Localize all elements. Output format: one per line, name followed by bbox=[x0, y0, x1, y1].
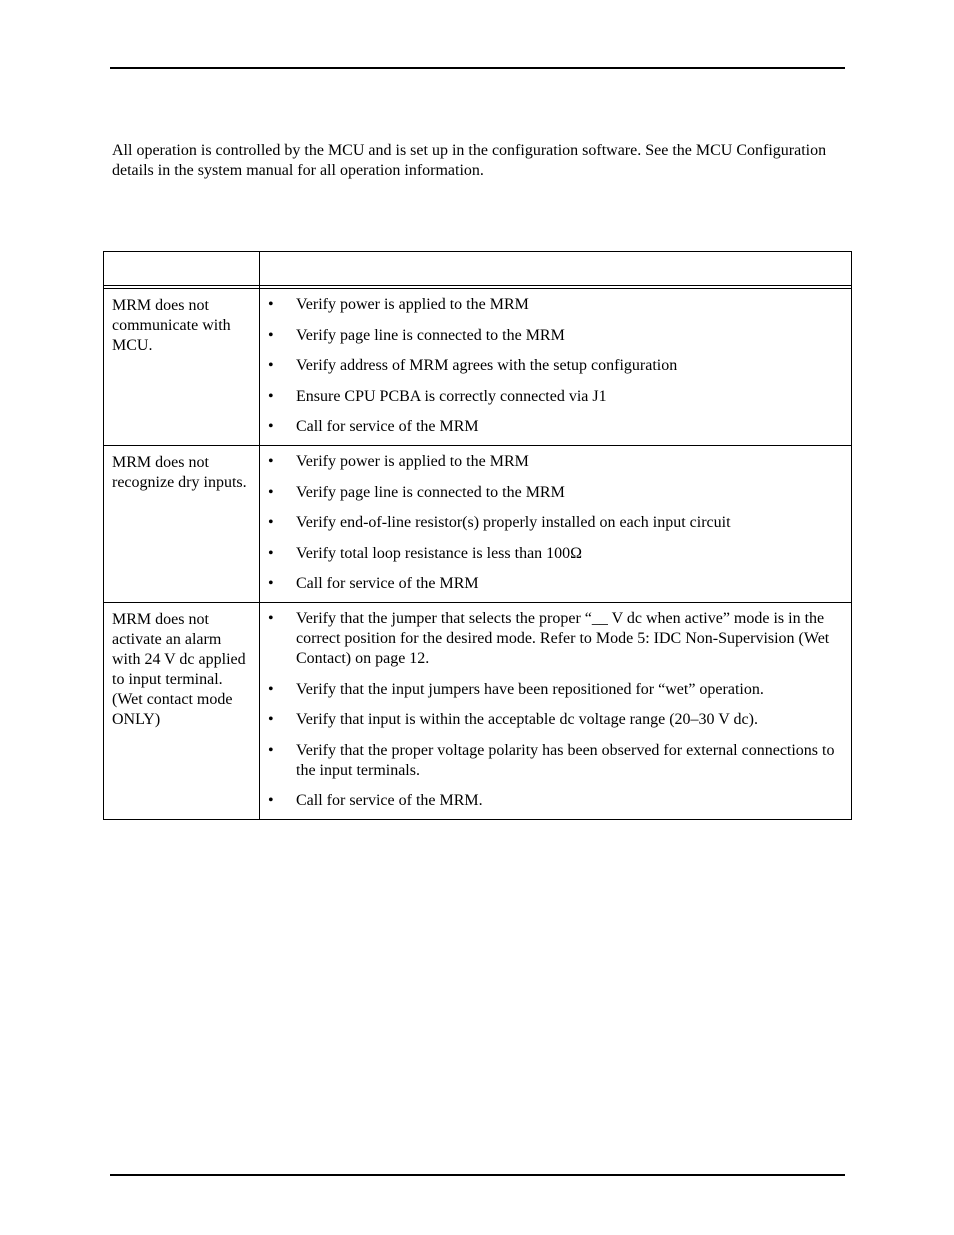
table-row bbox=[104, 603, 852, 820]
actions-list bbox=[260, 289, 851, 445]
action-text: Verify total loop resistance is less than 100Ω bbox=[296, 544, 583, 562]
bullet-icon: • bbox=[268, 711, 274, 728]
bullet-icon: • bbox=[268, 544, 274, 562]
list-item bbox=[268, 452, 843, 472]
action-text: Verify that input is within the acceptable dc voltage range (20–30 V dc). bbox=[296, 711, 758, 728]
symptom-text: MRM does not recognize dry inputs. bbox=[112, 454, 247, 491]
bullet-icon: • bbox=[268, 483, 274, 501]
bullet-icon: • bbox=[268, 453, 274, 470]
troubleshooting-table bbox=[103, 251, 852, 820]
table-row bbox=[104, 289, 852, 446]
list-item bbox=[268, 710, 843, 730]
actions-list bbox=[260, 603, 851, 819]
list-item bbox=[268, 513, 843, 533]
symptom-cell bbox=[104, 289, 260, 446]
list-item bbox=[268, 544, 843, 564]
actions-list bbox=[260, 446, 851, 602]
bullet-icon: • bbox=[268, 418, 274, 435]
bullet-icon: • bbox=[268, 514, 274, 531]
list-item bbox=[268, 356, 843, 376]
list-item bbox=[268, 791, 843, 811]
bullet-icon: • bbox=[268, 357, 274, 374]
action-text: Call for service of the MRM bbox=[296, 418, 479, 435]
list-item bbox=[268, 417, 843, 437]
action-text: Call for service of the MRM. bbox=[296, 792, 483, 809]
list-item bbox=[268, 326, 843, 346]
bullet-icon: • bbox=[268, 792, 274, 809]
list-item bbox=[268, 680, 843, 700]
action-text: Ensure CPU PCBA is correctly connected via J1 bbox=[296, 387, 607, 405]
table-row bbox=[104, 446, 852, 603]
action-text: Verify that the input jumpers have been repositioned for “wet” operation. bbox=[296, 680, 764, 698]
actions-cell bbox=[260, 603, 852, 820]
bullet-icon: • bbox=[268, 387, 274, 405]
action-text: Verify that the proper voltage polarity has been observed for external connections to the input terminals. bbox=[296, 741, 835, 779]
action-text: Verify power is applied to the MRM bbox=[296, 453, 529, 470]
list-item bbox=[268, 483, 843, 503]
footer-rule bbox=[110, 1174, 845, 1176]
symptom-text: MRM does not activate an alarm with 24 V dc applied to input terminal. (Wet contact mode ONLY) bbox=[112, 611, 246, 728]
list-item bbox=[268, 609, 843, 669]
bullet-icon: • bbox=[268, 610, 274, 627]
table-header-row bbox=[104, 252, 852, 286]
bullet-icon: • bbox=[268, 326, 274, 344]
list-item bbox=[268, 741, 843, 781]
bullet-icon: • bbox=[268, 741, 274, 759]
action-text: Call for service of the MRM bbox=[296, 575, 479, 592]
action-text: Verify page line is connected to the MRM bbox=[296, 483, 565, 501]
bullet-icon: • bbox=[268, 575, 274, 592]
action-text: Verify power is applied to the MRM bbox=[296, 296, 529, 313]
action-text: Verify page line is connected to the MRM bbox=[296, 326, 565, 344]
symptom-cell bbox=[104, 603, 260, 820]
list-item bbox=[268, 295, 843, 315]
bullet-icon: • bbox=[268, 680, 274, 698]
symptom-text: MRM does not communicate with MCU. bbox=[112, 297, 231, 354]
action-text: Verify that the jumper that selects the proper “__ V dc when active” mode is in the correct position for the desired mode. Refer to Mode 5: IDC Non-Supervision (Wet Contact) on page 12. bbox=[296, 610, 830, 667]
intro-paragraph: All operation is controlled by the MCU and is set up in the configuration software. See the MCU Configuration details in the system manual for all operation information. bbox=[112, 142, 827, 179]
actions-cell bbox=[260, 446, 852, 603]
header-cell-symptom bbox=[104, 252, 260, 286]
symptom-cell bbox=[104, 446, 260, 603]
bullet-icon: • bbox=[268, 296, 274, 313]
list-item bbox=[268, 387, 843, 407]
list-item bbox=[268, 574, 843, 594]
action-text: Verify end-of-line resistor(s) properly installed on each input circuit bbox=[296, 514, 731, 531]
actions-cell bbox=[260, 289, 852, 446]
header-cell-action bbox=[260, 252, 852, 286]
header-rule bbox=[110, 67, 845, 69]
action-text: Verify address of MRM agrees with the setup configuration bbox=[296, 357, 678, 374]
